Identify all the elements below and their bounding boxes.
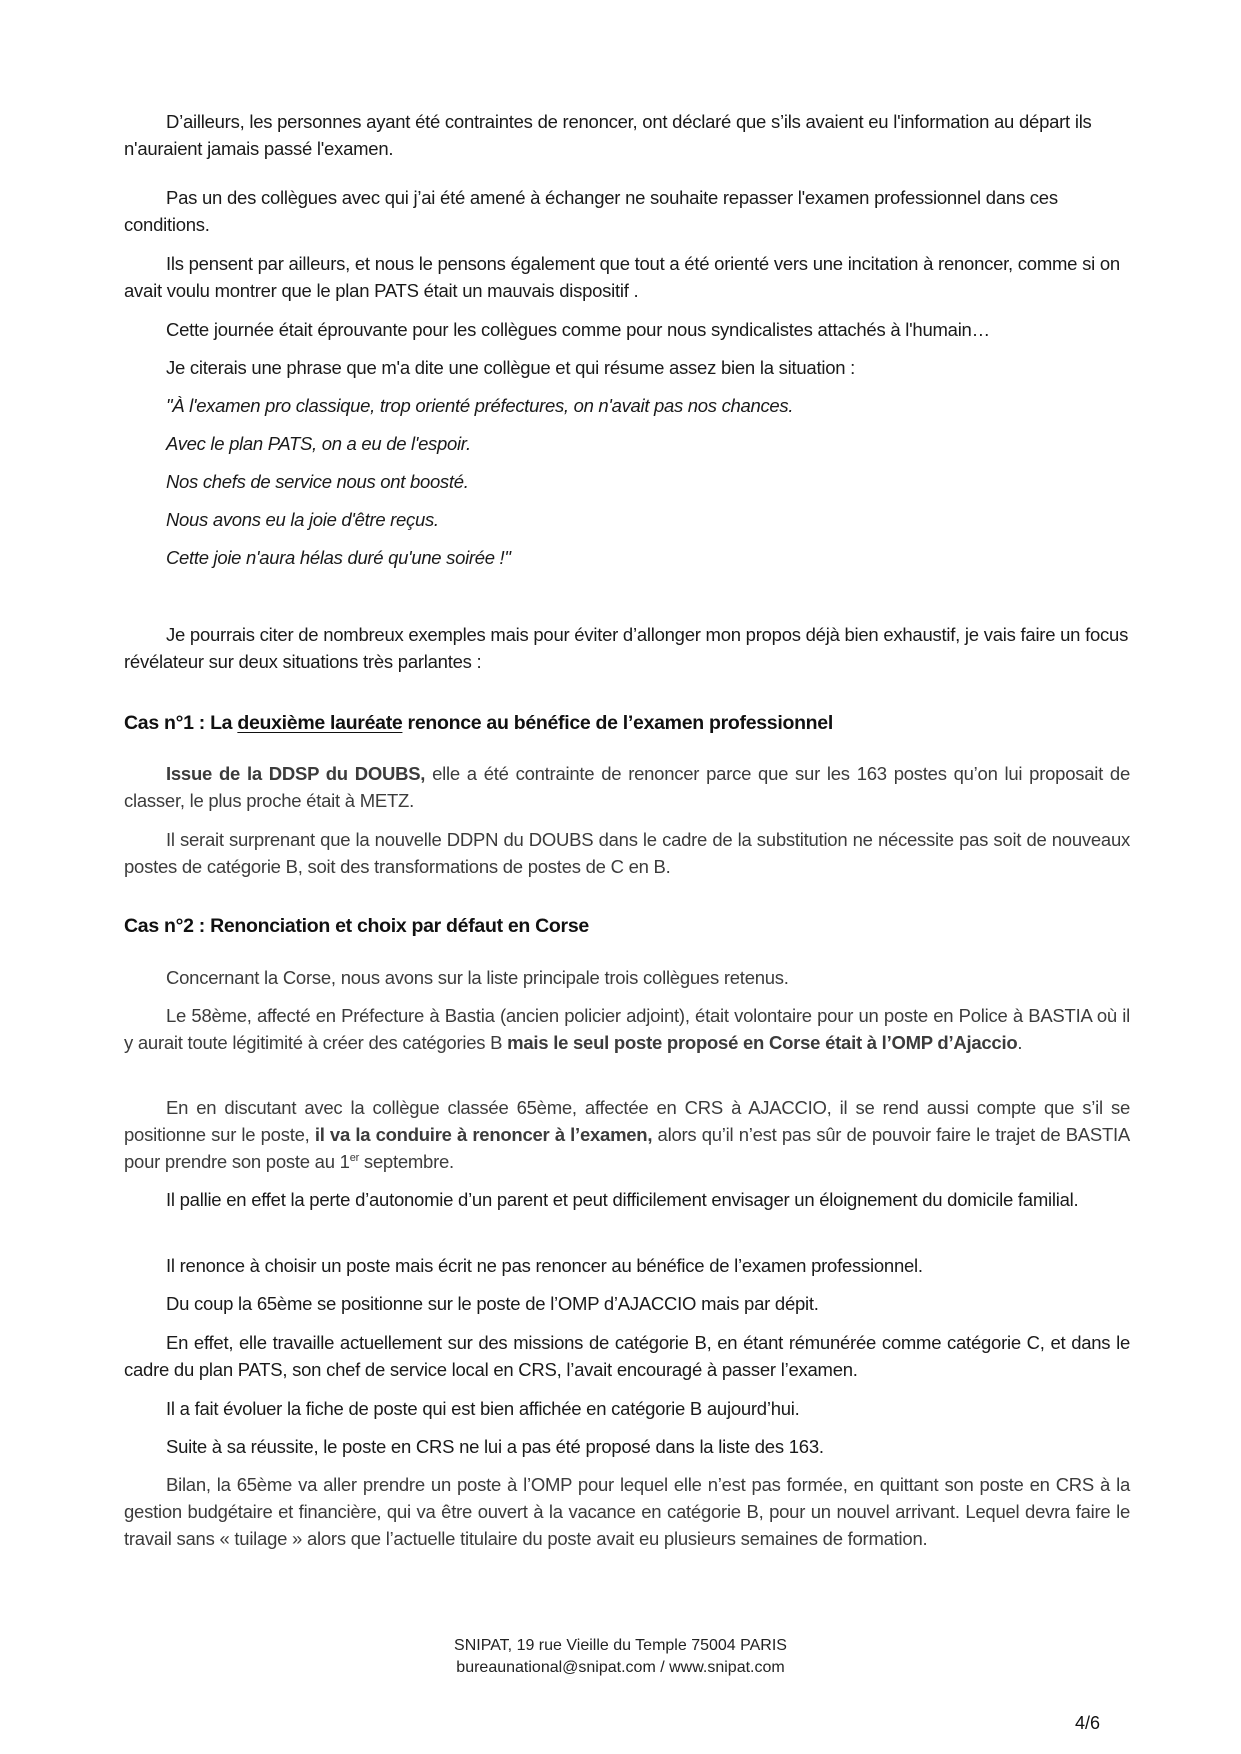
quote-line: Nous avons eu la joie d'être reçus. bbox=[166, 509, 439, 530]
paragraph: Du coup la 65ème se positionne sur le poste de l’OMP d’AJACCIO mais par dépit. bbox=[166, 1293, 819, 1314]
text: septembre. bbox=[358, 1151, 454, 1172]
paragraph: Il renonce à choisir un poste mais écrit ne pas renoncer au bénéfice de l’examen professionnel. bbox=[166, 1255, 923, 1276]
paragraph: Suite à sa réussite, le poste en CRS ne lui a pas été proposé dans la liste des 163. bbox=[166, 1436, 824, 1457]
bold-text: Issue de la DDSP du DOUBS, bbox=[166, 763, 426, 784]
heading-text: Cas n°1 : La bbox=[124, 712, 238, 734]
paragraph: Cette journée était éprouvante pour les collègues comme pour nous syndicalistes attachés à l'humain… bbox=[166, 319, 990, 340]
heading-underlined-text: deuxième lauréate bbox=[237, 712, 403, 734]
paragraph: Je citerais une phrase que m'a dite une collègue et qui résume assez bien la situation : bbox=[166, 357, 856, 378]
paragraph: Il a fait évoluer la fiche de poste qui est bien affichée en catégorie B aujourd’hui. bbox=[166, 1398, 800, 1419]
paragraph: Je pourrais citer de nombreux exemples mais pour éviter d’allonger mon propos déjà bien exhaustif, je vais faire un focus révélateur sur deux situations très parlantes : bbox=[124, 624, 1129, 672]
text: . bbox=[1017, 1032, 1023, 1053]
paragraph bbox=[124, 760, 1130, 814]
quote-line: "À l'examen pro classique, trop orienté préfectures, on n'avait pas nos chances. bbox=[166, 395, 794, 416]
paragraph: Bilan, la 65ème va aller prendre un poste à l’OMP pour lequel elle n’est pas formée, en quittant son poste en CRS à la gestion budgétaire et financière, qui va être ouvert à la vacance en catégorie B, pour un nouvel arrivant. Lequel devra faire le travail sans « tuilage » alors que l’actuelle titulaire du poste avait eu plusieurs semaines de formation. bbox=[124, 1474, 1130, 1549]
case1-heading bbox=[124, 709, 833, 737]
paragraph: Concernant la Corse, nous avons sur la liste principale trois collègues retenus. bbox=[166, 967, 789, 988]
paragraph bbox=[124, 1002, 1130, 1056]
bold-text: mais le seul poste proposé en Corse était à l’OMP d’Ajaccio bbox=[507, 1032, 1018, 1053]
paragraph: D’ailleurs, les personnes ayant été contraintes de renoncer, ont déclaré que s’ils avaient eu l'information au départ ils n'auraient jamais passé l'examen. bbox=[124, 111, 1092, 159]
quote-line: Cette joie n'aura hélas duré qu'une soirée !" bbox=[166, 547, 511, 568]
heading-text: renonce au bénéfice de l’examen professionnel bbox=[402, 712, 833, 734]
quote-line: Avec le plan PATS, on a eu de l'espoir. bbox=[166, 433, 471, 454]
paragraph: Il pallie en effet la perte d’autonomie d’un parent et peut difficilement envisager un éloignement du domicile familial. bbox=[166, 1189, 1079, 1210]
bold-text: il va la conduire à renoncer à l’examen, bbox=[314, 1124, 653, 1145]
text: alors qu’il n’est pas sûr de pouvoir faire le trajet de BASTIA pour prendre son poste au 1 bbox=[124, 1124, 1130, 1172]
case2-heading: Cas n°2 : Renonciation et choix par défaut en Corse bbox=[124, 915, 589, 937]
paragraph: Pas un des collègues avec qui j’ai été amené à échanger ne souhaite repasser l'examen professionnel dans ces conditions. bbox=[124, 187, 1058, 235]
paragraph: Il serait surprenant que la nouvelle DDPN du DOUBS dans le cadre de la substitution ne nécessite pas soit de nouveaux postes de catégorie B, soit des transformations de postes de C en B. bbox=[124, 829, 1130, 877]
paragraph: En effet, elle travaille actuellement sur des missions de catégorie B, en étant rémunérée comme catégorie C, et dans le cadre du plan PATS, son chef de service local en CRS, l’avait encouragé à passer l’examen. bbox=[124, 1332, 1130, 1380]
paragraph: Ils pensent par ailleurs, et nous le pensons également que tout a été orienté vers une incitation à renoncer, comme si on avait voulu montrer que le plan PATS était un mauvais dispositif . bbox=[124, 253, 1120, 301]
superscript: er bbox=[349, 1152, 359, 1164]
text: Le 58ème, affecté en Préfecture à Bastia (ancien policier adjoint), était volontaire pour un poste en Police à BASTIA où il y aurait toute légitimité à créer des catégories B bbox=[124, 1005, 1130, 1053]
text: En en discutant avec la collègue classée 65ème, affectée en CRS à AJACCIO, il se rend aussi compte que s’il se positionne sur le poste, bbox=[124, 1097, 1130, 1145]
paragraph bbox=[124, 1094, 1130, 1175]
footer-contact: bureaunational@snipat.com / www.snipat.com bbox=[456, 1659, 785, 1676]
quote-line: Nos chefs de service nous ont boosté. bbox=[166, 471, 469, 492]
text: elle a été contrainte de renoncer parce que sur les 163 postes qu’on lui proposait de classer, le plus proche était à METZ. bbox=[124, 763, 1131, 811]
footer-address: SNIPAT, 19 rue Vieille du Temple 75004 PARIS bbox=[454, 1637, 787, 1654]
page-number: 4/6 bbox=[1075, 1713, 1101, 1733]
